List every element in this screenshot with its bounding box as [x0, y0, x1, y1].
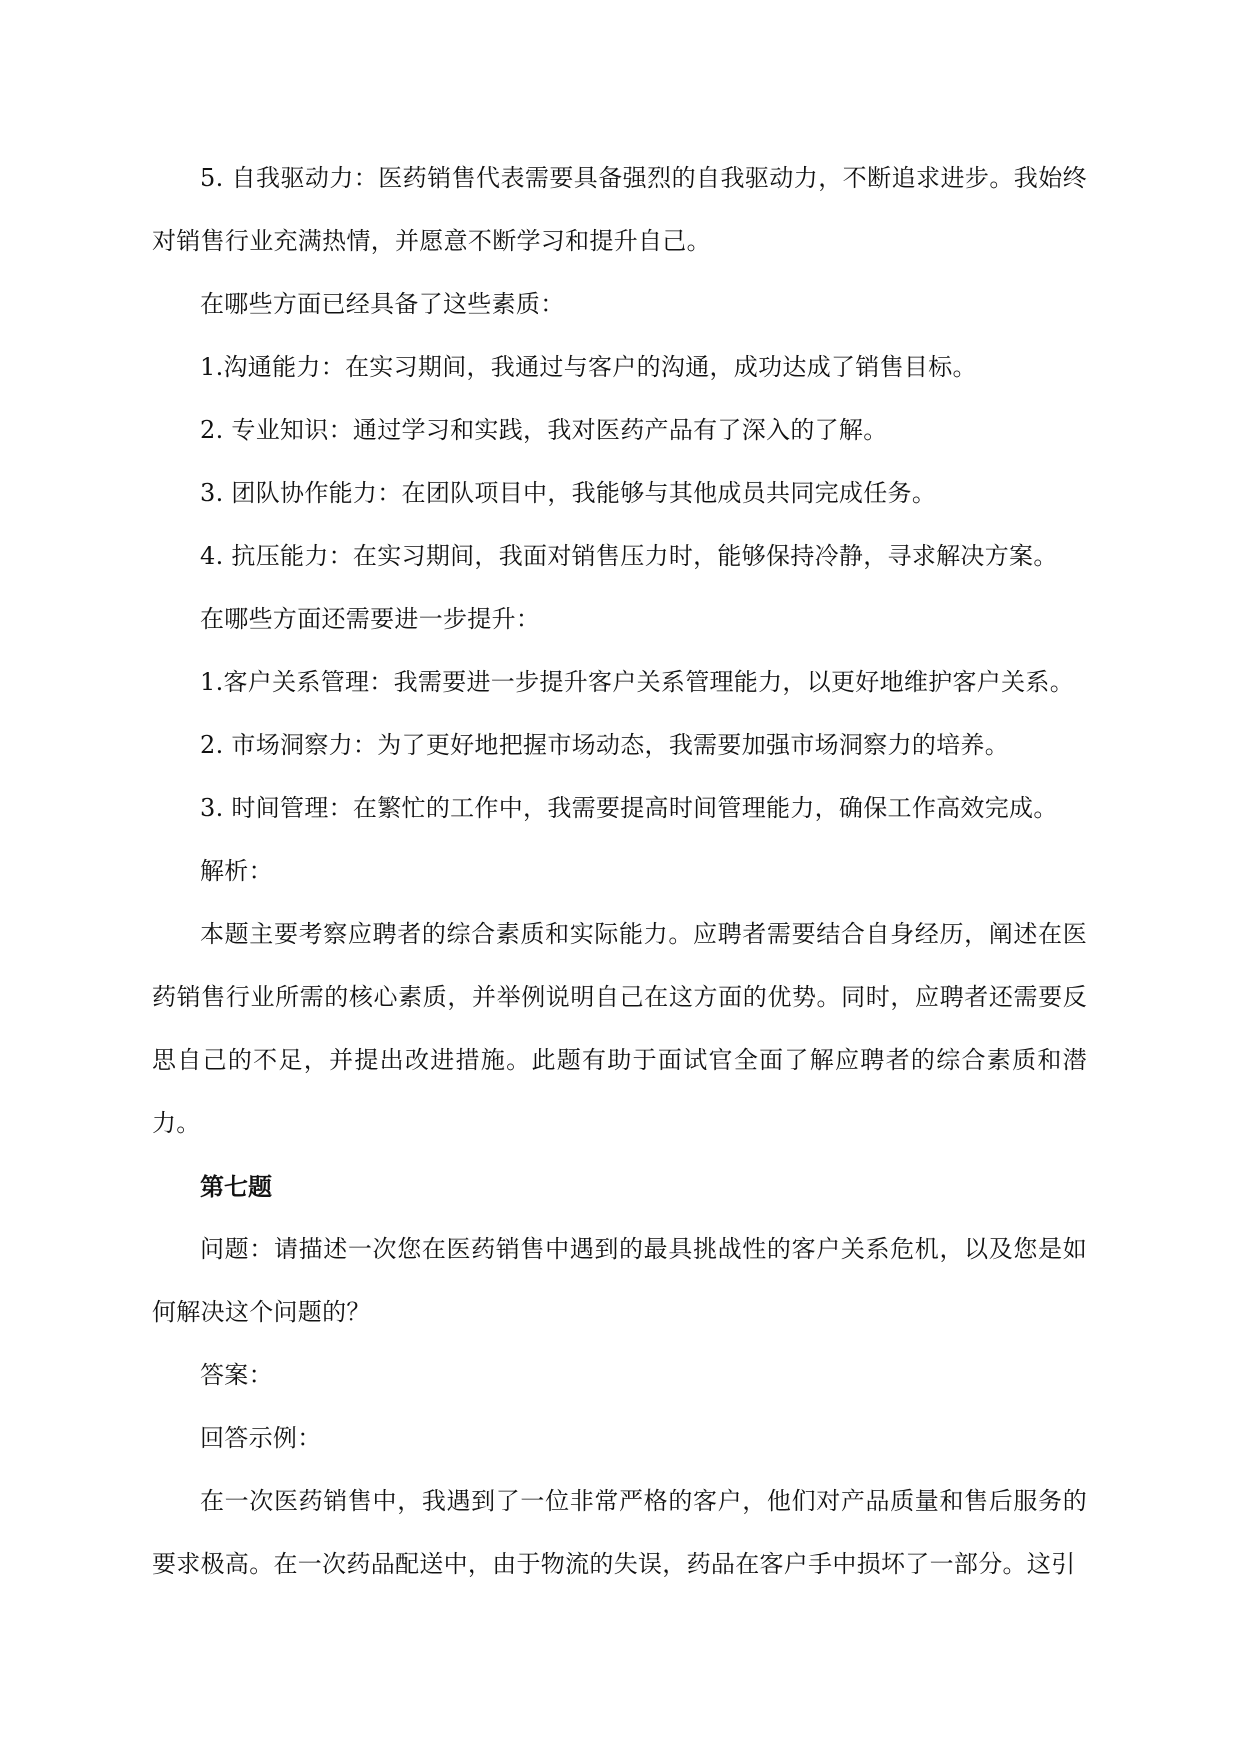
paragraph-analysis-label: 解析： — [200, 857, 273, 885]
paragraph-stress-resistance: 4. 抗压能力：在实习期间，我面对销售压力时，能够保持冷静，寻求解决方案。 — [200, 542, 1058, 570]
paragraph-professional-knowledge: 2. 专业知识：通过学习和实践，我对医药产品有了深入的了解。 — [200, 416, 888, 444]
paragraph-question: 问题：请描述一次您在医药销售中遇到的最具挑战性的客户关系危机，以及您是如何解决这个问题的？ — [152, 1235, 1087, 1326]
paragraph-answer-label: 答案： — [200, 1361, 273, 1389]
paragraph-improvement-heading: 在哪些方面还需要进一步提升： — [200, 605, 541, 633]
paragraph-analysis: 本题主要考察应聘者的综合素质和实际能力。应聘者需要结合自身经历，阐述在医药销售行业所需的核心素质，并举例说明自己在这方面的优势。同时，应聘者还需要反思自己的不足，并提出改进措施。此题有助于面试官全面了解应聘者的综合素质和潜力。 — [152, 920, 1087, 1137]
paragraph-customer-relations: 1.客户关系管理：我需要进一步提升客户关系管理能力，以更好地维护客户关系。 — [200, 668, 1074, 696]
paragraph-teamwork: 3. 团队协作能力：在团队项目中，我能够与其他成员共同完成任务。 — [200, 479, 937, 507]
paragraph-time-management: 3. 时间管理：在繁忙的工作中，我需要提高时间管理能力，确保工作高效完成。 — [200, 794, 1058, 822]
paragraph-qualities-possessed-heading: 在哪些方面已经具备了这些素质： — [200, 290, 565, 318]
paragraph-self-motivation: 5. 自我驱动力：医药销售代表需要具备强烈的自我驱动力，不断追求进步。我始终对销售行业充满热情，并愿意不断学习和提升自己。 — [152, 164, 1087, 255]
paragraph-market-insight: 2. 市场洞察力：为了更好地把握市场动态，我需要加强市场洞察力的培养。 — [200, 731, 1010, 759]
question-seven-heading: 第七题 — [200, 1172, 272, 1201]
document-body — [152, 147, 1087, 1596]
paragraph-communication: 1.沟通能力：在实习期间，我通过与客户的沟通，成功达成了销售目标。 — [200, 353, 977, 381]
paragraph-example-body: 在一次医药销售中，我遇到了一位非常严格的客户，他们对产品质量和售后服务的要求极高。在一次药品配送中，由于物流的失误，药品在客户手中损坏了一部分。这引 — [152, 1487, 1087, 1578]
paragraph-example-label: 回答示例： — [200, 1424, 322, 1452]
